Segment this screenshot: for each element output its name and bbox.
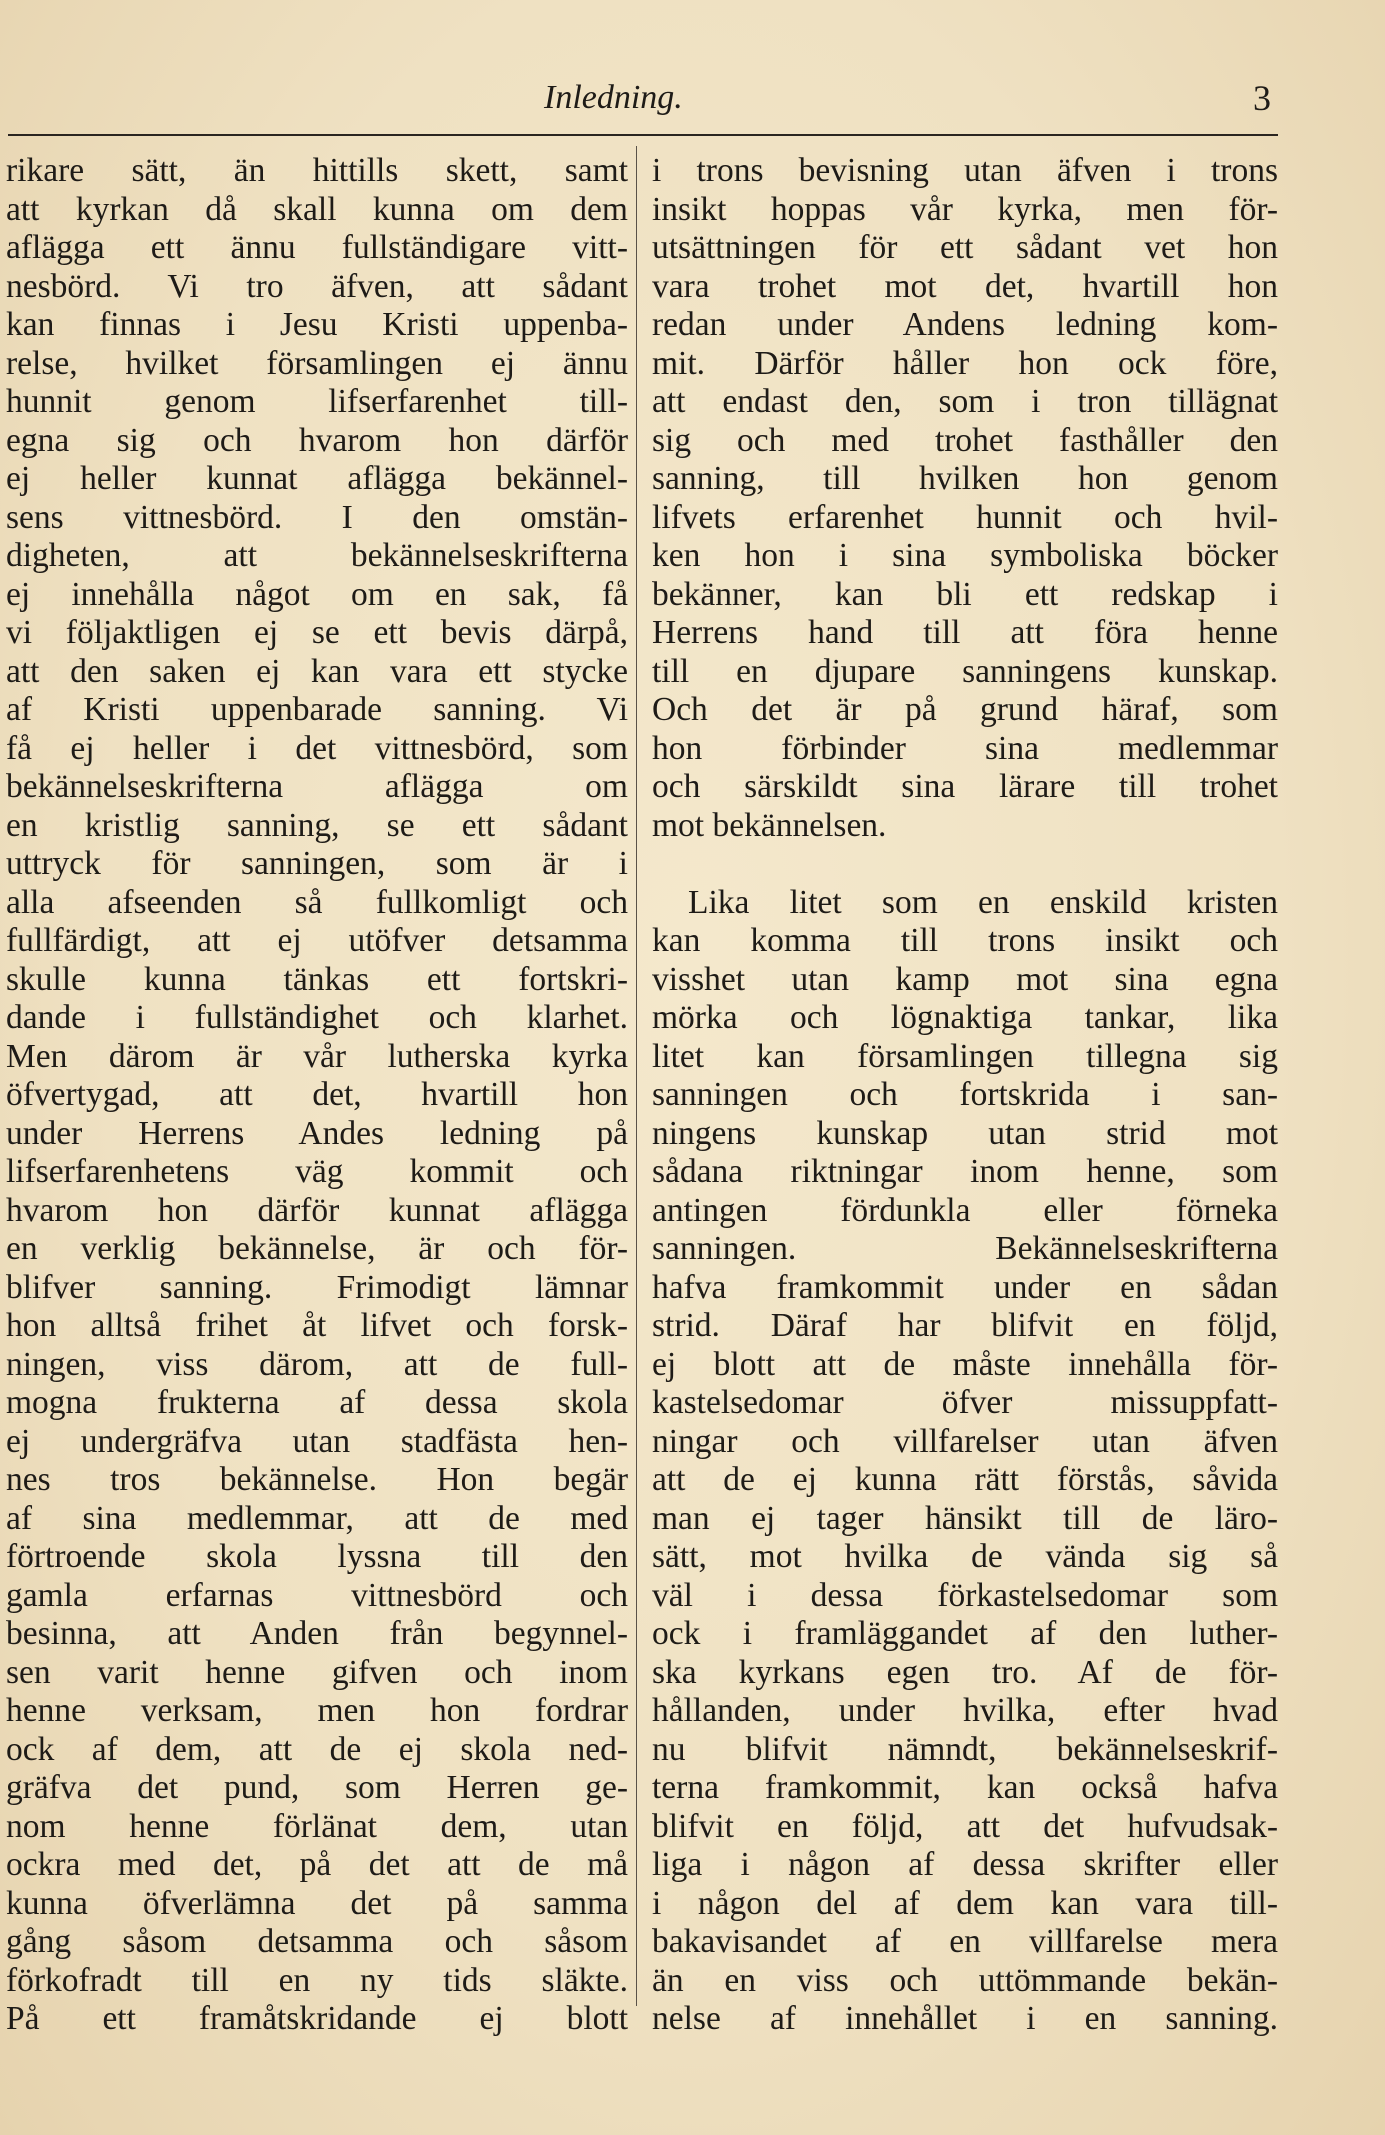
text-line: mit. Därför håller hon ock före, xyxy=(652,344,1278,382)
text-line: och särskildt sina lärare till trohet xyxy=(652,768,1278,805)
text-line: bekännelseskrifterna aflägga om xyxy=(6,768,628,805)
text-line: ock i framläggandet af den luther- xyxy=(652,1615,1278,1652)
text-line: öfvertygad, att det, hvartill hon xyxy=(6,1076,628,1113)
text-line: blifvit en följd, att det hufvudsak- xyxy=(652,1807,1278,1845)
running-title: Inledning. xyxy=(544,79,683,116)
text-line: aflägga ett ännu fullständigare vitt- xyxy=(6,229,628,266)
text-line: utsättningen för ett sådant vet hon xyxy=(652,229,1278,266)
text-line: litet kan församlingen tillegna sig xyxy=(652,1037,1278,1075)
text-line: i någon del af dem kan vara till- xyxy=(652,1884,1278,1922)
text-line: uttryck för sanningen, som är i xyxy=(6,845,628,882)
text-line: hon alltså frihet åt lifvet och forsk- xyxy=(6,1307,628,1344)
text-line: ningens kunskap utan strid mot xyxy=(652,1114,1278,1152)
text-line: förtroende skola lyssna till den xyxy=(6,1538,628,1575)
text-line: gamla erfarnas vittnesbörd och xyxy=(6,1576,628,1614)
text-line: henne verksam, men hon fordrar xyxy=(6,1692,628,1729)
text-line: förkofradt till en ny tids släkte. xyxy=(6,1961,628,1999)
text-line: ej blott att de måste innehålla för- xyxy=(652,1345,1278,1383)
text-line: än en viss och uttömmande bekän- xyxy=(652,1961,1278,1999)
text-line: insikt hoppas vår kyrka, men för- xyxy=(652,190,1278,228)
text-line: vi följaktligen ej se ett bevis därpå, xyxy=(6,614,628,651)
text-line: nom henne förlänat dem, utan xyxy=(6,1807,628,1845)
text-line: väl i dessa förkastelsedomar som xyxy=(652,1576,1278,1614)
text-line: ken hon i sina symboliska böcker xyxy=(652,537,1278,574)
text-line: fullfärdigt, att ej utöfver detsamma xyxy=(6,922,628,959)
text-line: relse, hvilket församlingen ej ännu xyxy=(6,344,628,382)
text-line: ockra med det, på det att de må xyxy=(6,1846,628,1883)
text-line: att den saken ej kan vara ett stycke xyxy=(6,652,628,690)
text-line: af Kristi uppenbarade sanning. Vi xyxy=(6,691,628,728)
paragraph-gap xyxy=(652,845,1278,884)
text-line: alla afseenden så fullkomligt och xyxy=(6,883,628,921)
text-line: att de ej kunna rätt förstås, såvida xyxy=(652,1461,1278,1498)
text-line: till en djupare sanningens kunskap. xyxy=(652,652,1278,690)
text-line: hunnit genom lifserfarenhet till- xyxy=(6,383,628,420)
text-line: under Herrens Andes ledning på xyxy=(6,1114,628,1152)
text-line: ningar och villfarelser utan äfven xyxy=(652,1422,1278,1460)
column-divider xyxy=(636,146,637,2006)
text-line: egna sig och hvarom hon därför xyxy=(6,421,628,459)
text-line: gräfva det pund, som Herren ge- xyxy=(6,1769,628,1806)
header-rule xyxy=(8,134,1278,136)
text-line: en verklig bekännelse, är och för- xyxy=(6,1230,628,1267)
text-line: sanning, till hvilken hon genom xyxy=(652,460,1278,497)
text-line: mogna frukterna af dessa skola xyxy=(6,1384,628,1421)
text-line: ska kyrkans egen tro. Af de för- xyxy=(652,1653,1278,1691)
text-line: hafva framkommit under en sådan xyxy=(652,1268,1278,1306)
text-line: ock af dem, att de ej skola ned- xyxy=(6,1730,628,1768)
text-line: kastelsedomar öfver missuppfatt- xyxy=(652,1384,1278,1421)
text-line: mörka och lögnaktiga tankar, lika xyxy=(652,999,1278,1036)
text-line: af sina medlemmar, att de med xyxy=(6,1499,628,1537)
text-line: att kyrkan då skall kunna om dem xyxy=(6,190,628,228)
text-line: sätt, mot hvilka de vända sig så xyxy=(652,1538,1278,1575)
text-line: kan komma till trons insikt och xyxy=(652,922,1278,959)
text-line: terna framkommit, kan också hafva xyxy=(652,1769,1278,1806)
text-line: hållanden, under hvilka, efter hvad xyxy=(652,1692,1278,1729)
text-line: i trons bevisning utan äfven i trons xyxy=(652,152,1278,189)
left-column xyxy=(6,152,628,2039)
text-line: en kristlig sanning, se ett sådant xyxy=(6,806,628,844)
text-line: hon förbinder sina medlemmar xyxy=(652,729,1278,767)
text-line: ej undergräfva utan stadfästa hen- xyxy=(6,1422,628,1460)
text-line: ej heller kunnat aflägga bekännel- xyxy=(6,460,628,497)
text-line: nesbörd. Vi tro äfven, att sådant xyxy=(6,267,628,305)
text-line: strid. Däraf har blifvit en följd, xyxy=(652,1307,1278,1344)
text-line: sanningen. Bekännelseskrifterna xyxy=(652,1230,1278,1267)
page-header xyxy=(0,78,1385,128)
text-line: hvarom hon därför kunnat aflägga xyxy=(6,1191,628,1229)
text-line: sig och med trohet fasthåller den xyxy=(652,421,1278,459)
text-line: besinna, att Anden från begynnel- xyxy=(6,1615,628,1652)
text-line: sen varit henne gifven och inom xyxy=(6,1653,628,1691)
text-line: bakavisandet af en villfarelse mera xyxy=(652,1923,1278,1960)
page-number: 3 xyxy=(1253,78,1271,118)
text-line: kan finnas i Jesu Kristi uppenba- xyxy=(6,306,628,343)
text-line: Men därom är vår lutherska kyrka xyxy=(6,1037,628,1075)
text-line: Herrens hand till att föra henne xyxy=(652,614,1278,651)
text-line: lifserfarenhetens väg kommit och xyxy=(6,1153,628,1190)
text-line: ej innehålla något om en sak, få xyxy=(6,575,628,613)
text-line: kunna öfverlämna det på samma xyxy=(6,1884,628,1922)
text-line: sanningen och fortskrida i san- xyxy=(652,1076,1278,1113)
text-line: nelse af innehållet i en sanning. xyxy=(652,2000,1278,2037)
text-line: gång såsom detsamma och såsom xyxy=(6,1923,628,1960)
text-line: liga i någon af dessa skrifter eller xyxy=(652,1846,1278,1883)
text-line: nes tros bekännelse. Hon begär xyxy=(6,1461,628,1498)
text-line: bekänner, kan bli ett redskap i xyxy=(652,575,1278,613)
text-line: få ej heller i det vittnesbörd, som xyxy=(6,729,628,767)
text-line: digheten, att bekännelseskrifterna xyxy=(6,537,628,574)
text-line: nu blifvit nämndt, bekännelseskrif- xyxy=(652,1730,1278,1768)
text-line: Och det är på grund häraf, som xyxy=(652,691,1278,728)
text-line: På ett framåtskridande ej blott xyxy=(6,2000,628,2037)
text-line: man ej tager hänsikt till de läro- xyxy=(652,1499,1278,1537)
text-line: sådana riktningar inom henne, som xyxy=(652,1153,1278,1190)
text-line: visshet utan kamp mot sina egna xyxy=(652,960,1278,998)
text-line: att endast den, som i tron tillägnat xyxy=(652,383,1278,420)
text-line: sens vittnesbörd. I den omstän- xyxy=(6,498,628,536)
text-line: redan under Andens ledning kom- xyxy=(652,306,1278,343)
text-line: mot bekännelsen. xyxy=(652,806,887,844)
text-line: vara trohet mot det, hvartill hon xyxy=(652,267,1278,305)
text-line: blifver sanning. Frimodigt lämnar xyxy=(6,1268,628,1306)
right-column xyxy=(652,152,1278,2039)
text-line: Lika litet som en enskild kristen xyxy=(688,883,1278,921)
text-line: skulle kunna tänkas ett fortskri- xyxy=(6,960,628,998)
text-line: ningen, viss därom, att de full- xyxy=(6,1345,628,1383)
text-line: lifvets erfarenhet hunnit och hvil- xyxy=(652,498,1278,536)
text-line: dande i fullständighet och klarhet. xyxy=(6,999,628,1036)
text-line: rikare sätt, än hittills skett, samt xyxy=(6,152,628,189)
text-line: antingen fördunkla eller förneka xyxy=(652,1191,1278,1229)
